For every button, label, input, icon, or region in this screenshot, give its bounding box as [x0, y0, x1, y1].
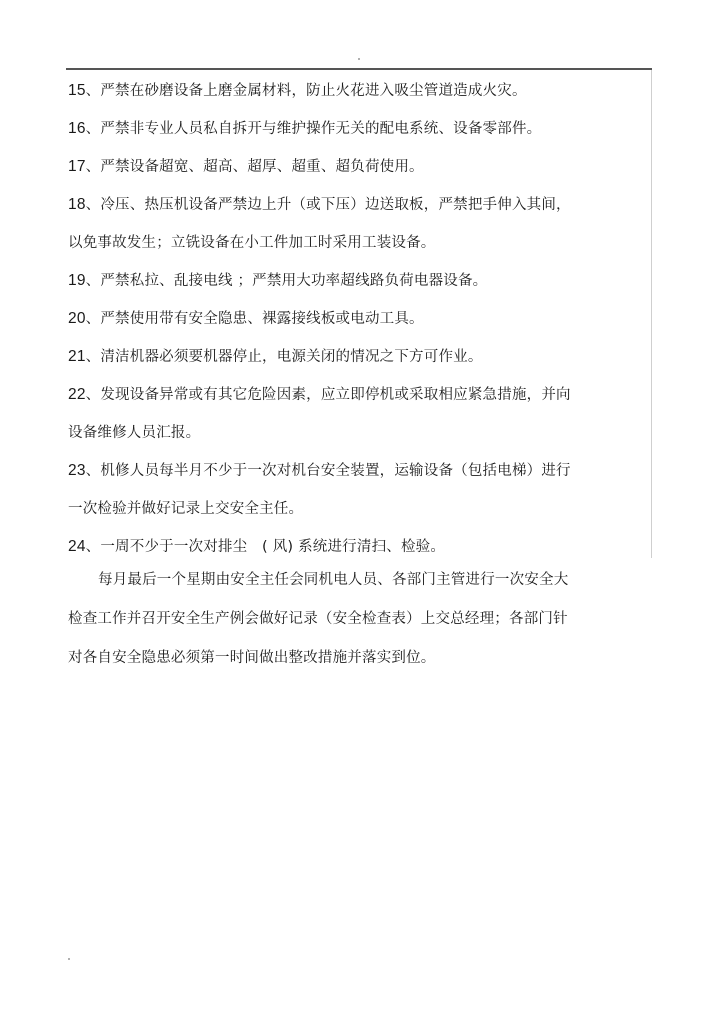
table-right-border	[651, 70, 652, 558]
item-text: 、严禁在砂磨设备上磨金属材料，防止火花进入吸尘管道造成火灾。	[85, 83, 527, 99]
list-item	[68, 452, 648, 490]
page-mark-dot	[68, 958, 70, 960]
list-item	[68, 376, 648, 414]
table-top-border	[66, 68, 652, 70]
list-item	[68, 186, 648, 224]
item-text: 、严禁非专业人员私自拆开与维护操作无关的配电系统、设备零部件。	[85, 121, 542, 137]
list-item-continuation	[68, 414, 648, 452]
list-item	[68, 338, 648, 376]
paragraph-line: 每月最后一个星期由安全主任会同机电人员、各部门主管进行一次安全大	[98, 572, 569, 588]
list-item	[68, 72, 648, 110]
summary-paragraph	[68, 561, 648, 678]
page-mark-dot	[358, 58, 360, 60]
item-number: 20	[68, 310, 86, 327]
item-text: 一次检验并做好记录上交安全主任。	[68, 501, 304, 517]
list-item-continuation	[68, 224, 648, 262]
item-text: 、严禁使用带有安全隐患、裸露接线板或电动工具。	[85, 311, 424, 327]
item-text: 、清洁机器必须要机器停止，电源关闭的情况之下方可作业。	[85, 349, 483, 365]
rules-list	[68, 72, 648, 566]
item-number: 23	[68, 462, 86, 479]
item-text: 、发现设备异常或有其它危险因素，应立即停机或采取相应紧急措施，并向	[85, 387, 571, 403]
item-number: 19	[68, 272, 86, 289]
item-text: 、严禁设备超宽、超高、超厚、超重、超负荷使用。	[85, 159, 424, 175]
list-item	[68, 262, 648, 300]
item-text: 、严禁私拉、乱接电线 ；严禁用大功率超线路负荷电器设备。	[85, 273, 488, 289]
item-number: 22	[68, 386, 86, 403]
item-number: 24	[68, 538, 86, 555]
item-text: 、冷压、热压机设备严禁边上升（或下压）边送取板，严禁把手伸入其间，	[85, 197, 571, 213]
item-text: 、机修人员每半月不少于一次对机台安全装置，运输设备（包括电梯）进行	[85, 463, 571, 479]
list-item	[68, 148, 648, 186]
item-number: 17	[68, 158, 86, 175]
list-item	[68, 110, 648, 148]
list-item	[68, 300, 648, 338]
item-number: 21	[68, 348, 86, 365]
item-text: 、一周不少于一次对排尘 ( 风) 系统进行清扫、检验。	[85, 539, 446, 555]
item-text: 以免事故发生；立铣设备在小工件加工时采用工装设备。	[68, 235, 436, 251]
list-item-continuation	[68, 490, 648, 528]
item-number: 15	[68, 82, 86, 99]
item-number: 18	[68, 196, 86, 213]
item-text: 设备维修人员汇报。	[68, 425, 201, 441]
paragraph-line: 对各自安全隐患必须第一时间做出整改措施并落实到位。	[68, 650, 436, 666]
item-number: 16	[68, 120, 86, 137]
paragraph-line: 检查工作并召开安全生产例会做好记录（安全检查表）上交总经理；各部门针	[68, 611, 568, 627]
